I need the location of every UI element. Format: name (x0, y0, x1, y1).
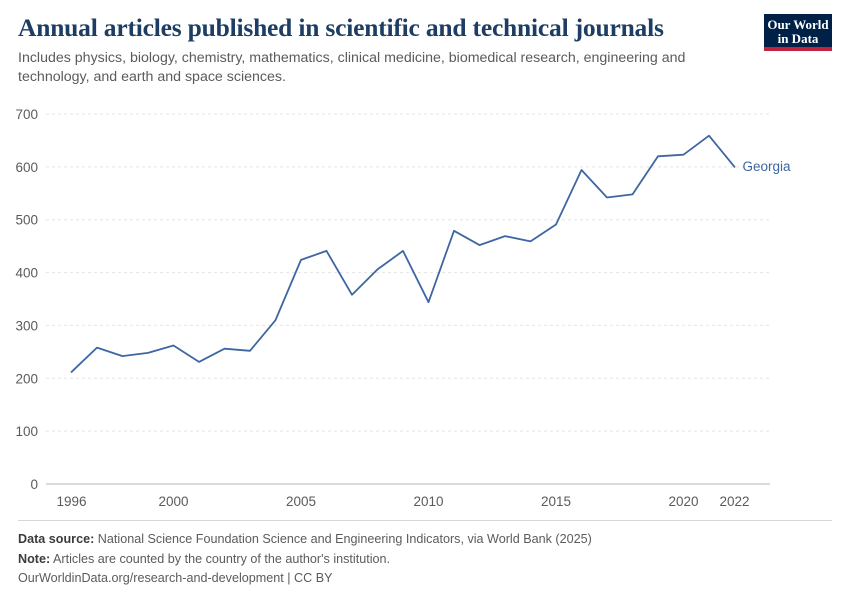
svg-text:600: 600 (15, 159, 38, 175)
svg-text:0: 0 (30, 477, 38, 492)
svg-text:200: 200 (15, 371, 38, 387)
chart-svg (0, 96, 850, 516)
svg-text:2022: 2022 (719, 494, 750, 509)
footer-note-label: Note: (18, 551, 51, 566)
page-title: Annual articles published in scientific and technical journals (18, 13, 664, 42)
gridlines (46, 114, 770, 484)
svg-text:400: 400 (15, 265, 38, 281)
svg-text:2020: 2020 (668, 494, 699, 509)
footer-license[interactable]: OurWorldinData.org/research-and-development | CC BY (18, 571, 333, 586)
svg-text:500: 500 (15, 212, 38, 228)
svg-text:2015: 2015 (540, 494, 572, 509)
footer-note-line (18, 550, 832, 570)
footer-source-label: Data source: (18, 532, 95, 546)
logo-line-2: in Data (777, 30, 819, 46)
series-line-georgia (72, 136, 735, 372)
logo-line-1: Our World (767, 17, 829, 32)
page-subtitle: Includes physics, biology, chemistry, mathematics, clinical medicine, biomedical research, engineering and technology, and earth and space sciences. (18, 49, 686, 85)
our-world-in-data-logo[interactable] (764, 14, 832, 51)
series-label-georgia: Georgia (742, 158, 791, 174)
footer-source-text: National Science Foundation Science and Engineering Indicators, via World Bank (2025) (97, 532, 592, 546)
svg-text:1996: 1996 (56, 494, 87, 509)
svg-text:700: 700 (15, 107, 38, 122)
y-axis-tick-labels (15, 107, 38, 492)
svg-text:300: 300 (15, 318, 38, 334)
x-axis-tick-labels (56, 494, 749, 509)
svg-text:2005: 2005 (285, 494, 317, 509)
svg-text:2000: 2000 (158, 494, 189, 509)
svg-text:2010: 2010 (413, 494, 444, 509)
svg-text:100: 100 (15, 424, 38, 440)
line-chart[interactable] (0, 96, 850, 516)
chart-footer (18, 520, 832, 589)
footer-note-text: Articles are counted by the country of the author's institution. (53, 551, 391, 566)
footer-source-line (18, 530, 832, 550)
